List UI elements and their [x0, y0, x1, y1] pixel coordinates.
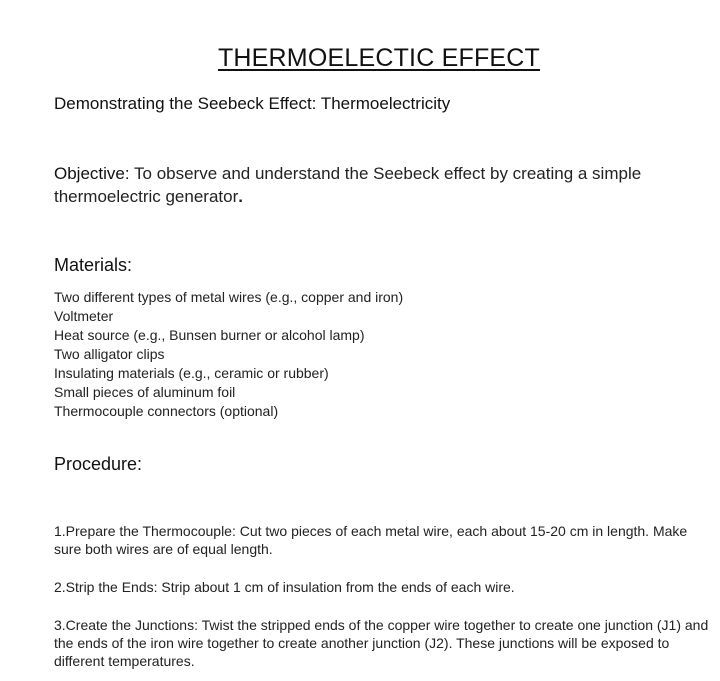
- list-item: Two alligator clips: [54, 346, 165, 362]
- list-item: Voltmeter: [54, 308, 114, 324]
- list-item: Thermocouple connectors (optional): [54, 403, 279, 419]
- document-title: THERMOELECTIC EFFECT: [217, 44, 541, 72]
- objective-period: .: [238, 187, 243, 206]
- list-item: Insulating materials (e.g., ceramic or rubber): [54, 365, 329, 381]
- procedure-step-2: 2.Strip the Ends: Strip about 1 cm of insulation from the ends of each wire.: [54, 579, 515, 595]
- list-item: Small pieces of aluminum foil: [54, 384, 236, 400]
- materials-list: [54, 288, 403, 421]
- document-subtitle: Demonstrating the Seebeck Effect: Thermoelectricity: [54, 94, 451, 113]
- list-item: Two different types of metal wires (e.g., copper and iron): [54, 289, 404, 305]
- list-item: Heat source (e.g., Bunsen burner or alcohol lamp): [54, 327, 365, 343]
- objective-text: To observe and understand the Seebeck effect by creating a simple thermoelectric generator: [54, 164, 642, 206]
- objective-paragraph: [54, 162, 714, 208]
- procedure-heading: Procedure:: [54, 454, 143, 474]
- objective-label: Objective:: [54, 164, 130, 183]
- procedure-step-3: 3.Create the Junctions: Twist the stripped ends of the copper wire together to create one junction (J1) and the ends of the iron wire together to create another junction (J2). These junctions will be exposed to different temperatures.: [54, 617, 709, 669]
- procedure-step-1: 1.Prepare the Thermocouple: Cut two pieces of each metal wire, each about 15-20 cm in length. Make sure both wires are of equal length.: [54, 523, 688, 557]
- materials-heading: Materials:: [54, 255, 133, 275]
